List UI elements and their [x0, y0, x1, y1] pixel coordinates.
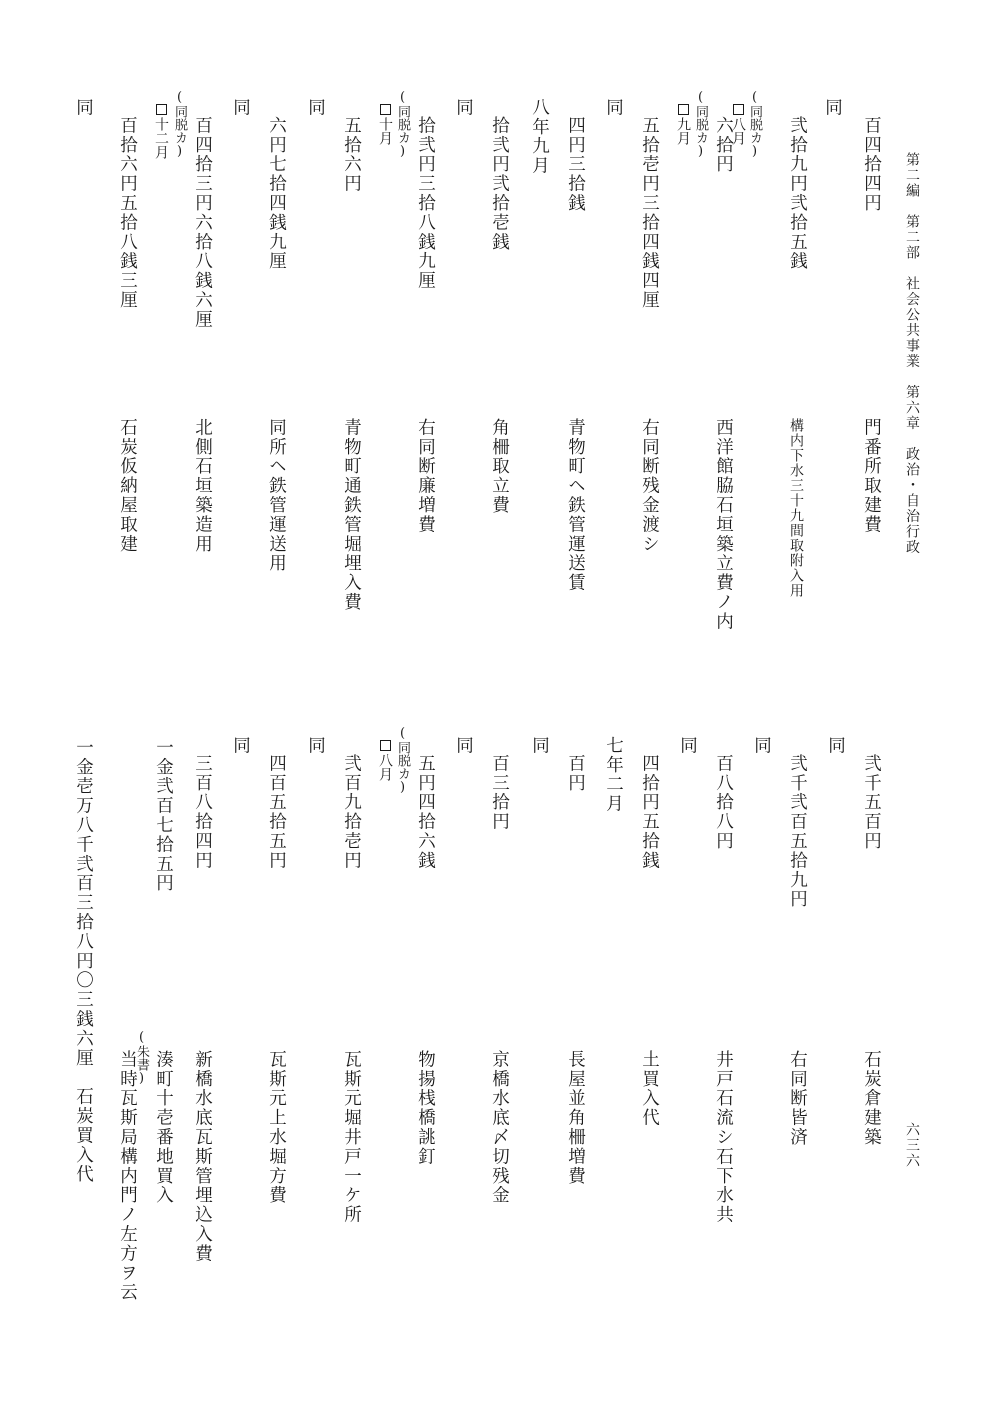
- ditto-mark: 同: [825, 736, 846, 756]
- entry-amount: 弐拾九円弐拾五銭: [787, 116, 808, 272]
- entry-description: 西洋館脇石垣築立費ノ内: [713, 418, 734, 632]
- entry-description: 新橋水底瓦斯管埋込入費: [192, 1050, 213, 1264]
- entry-amount: 五円四拾六銭: [415, 754, 436, 871]
- entry-amount: 弐千弐百五拾九円: [787, 754, 808, 910]
- entry-month: 十月: [377, 117, 393, 145]
- editorial-note: (同脱カ): [395, 726, 410, 795]
- entry-description: 瓦斯元上水堀方費: [266, 1050, 287, 1206]
- date-annotation: [154, 104, 168, 159]
- entry-description: 右同断皆済: [787, 1050, 808, 1147]
- ditto-mark: 同: [230, 736, 251, 756]
- entry-description: 長屋並角柵増費: [565, 1050, 586, 1186]
- ditto-mark: 同: [751, 736, 772, 756]
- entry-amount: 百拾六円五拾八銭三厘: [117, 116, 138, 310]
- ditto-mark: 同: [305, 98, 326, 118]
- ditto-mark: 同: [305, 736, 326, 756]
- entry-description: 井戸石流シ石下水共: [713, 1050, 734, 1225]
- entry-amount: 六円七拾四銭九厘: [266, 116, 287, 272]
- entry-description: 湊町十壱番地買入: [153, 1050, 174, 1206]
- lacuna-box: [380, 740, 391, 751]
- entry-amount: 四拾円五拾銭: [639, 754, 660, 871]
- entry-month: 九月: [675, 117, 691, 145]
- entry-amount: 拾弐円三拾八銭九厘: [415, 116, 436, 291]
- entry-description: 角柵取立費: [489, 418, 510, 515]
- editorial-note: (同脱カ): [395, 90, 410, 159]
- total-entry: 一金壱万八千弐百三拾八円〇三銭六厘 石炭買入代: [73, 738, 94, 1185]
- editorial-note: (同脱カ): [747, 90, 762, 159]
- entry-amount: 百円: [565, 754, 586, 793]
- date-annotation: [378, 104, 392, 145]
- date-annotation: [378, 740, 392, 781]
- lacuna-box: [380, 104, 391, 115]
- entry-amount: 一金弐百七拾五円: [153, 738, 174, 894]
- ditto-mark: 同: [453, 736, 474, 756]
- ditto-mark: 同: [230, 98, 251, 118]
- entry-description: 右同断残金渡シ: [639, 418, 660, 554]
- entry-description: 石炭倉建築: [861, 1050, 882, 1147]
- entry-amount: 六拾円: [713, 116, 734, 175]
- entry-date: 七年二月: [603, 736, 624, 814]
- entry-month: 八月: [730, 117, 746, 145]
- entry-amount: 弐百九拾壱円: [341, 754, 362, 871]
- ditto-mark: 同: [529, 736, 550, 756]
- date-annotation: [748, 90, 761, 159]
- editorial-note: (同脱カ): [172, 90, 187, 159]
- entry-month: 八月: [377, 753, 393, 781]
- entry-description: 構内下水三十九間取附入用: [788, 418, 804, 598]
- page-number: 六三六: [904, 1122, 920, 1169]
- entry-amount: 百四拾三円六拾八銭六厘: [192, 116, 213, 330]
- entry-date: 八年九月: [529, 98, 550, 176]
- date-annotation: [694, 90, 707, 159]
- entry-description: 同所ヘ鉄管運送用: [266, 418, 287, 574]
- ditto-mark: 同: [603, 98, 624, 118]
- ditto-mark: 同: [453, 98, 474, 118]
- date-annotation: [396, 90, 409, 159]
- editorial-note: (同脱カ): [693, 90, 708, 159]
- entry-description: 青物町通鉄管堀埋入費: [341, 418, 362, 612]
- entry-amount: 弐千五百円: [861, 754, 882, 851]
- entry-amount: 三百八拾四円: [192, 754, 213, 871]
- lacuna-box: [678, 104, 689, 115]
- entry-amount: 四百五拾五円: [266, 754, 287, 871]
- date-annotation: [396, 726, 409, 795]
- ditto-mark: 同: [822, 98, 843, 118]
- entry-amount: 四円三拾銭: [565, 116, 586, 213]
- red-ink-annotation: 当時瓦斯局構内門ノ左方ヲ云: [117, 1050, 138, 1303]
- entry-amount: 拾弐円弐拾壱銭: [489, 116, 510, 252]
- lacuna-box: [156, 104, 167, 115]
- entry-amount: 百三拾円: [489, 754, 510, 832]
- date-annotation: [173, 90, 186, 159]
- editorial-note: (朱書): [134, 1030, 149, 1086]
- entry-description: 右同断廉増費: [415, 418, 436, 535]
- ditto-mark: 同: [73, 98, 94, 118]
- entry-description: 石炭仮納屋取建: [117, 418, 138, 554]
- entry-description: 瓦斯元堀井戸一ケ所: [341, 1050, 362, 1225]
- running-header: 第二編 第二部 社会公共事業 第六章 政治・自治行政: [904, 152, 920, 555]
- date-annotation: [676, 104, 690, 145]
- ditto-mark: 同: [677, 736, 698, 756]
- entry-amount: 五拾六円: [341, 116, 362, 194]
- entry-description: 土買入代: [639, 1050, 660, 1128]
- entry-description: 京橋水底〆切残金: [489, 1050, 510, 1206]
- entry-description: 門番所取建費: [861, 418, 882, 535]
- entry-amount: 五拾壱円三拾四銭四厘: [639, 116, 660, 310]
- entry-description: 北側石垣築造用: [192, 418, 213, 554]
- entry-amount: 百八拾八円: [713, 754, 734, 851]
- lacuna-box: [733, 104, 744, 115]
- entry-description: 青物町ヘ鉄管運送賃: [565, 418, 586, 593]
- entry-month: 十二月: [153, 117, 169, 159]
- entry-description: 物揚桟橋誂釘: [415, 1050, 436, 1167]
- entry-amount: 百四拾四円: [861, 116, 882, 213]
